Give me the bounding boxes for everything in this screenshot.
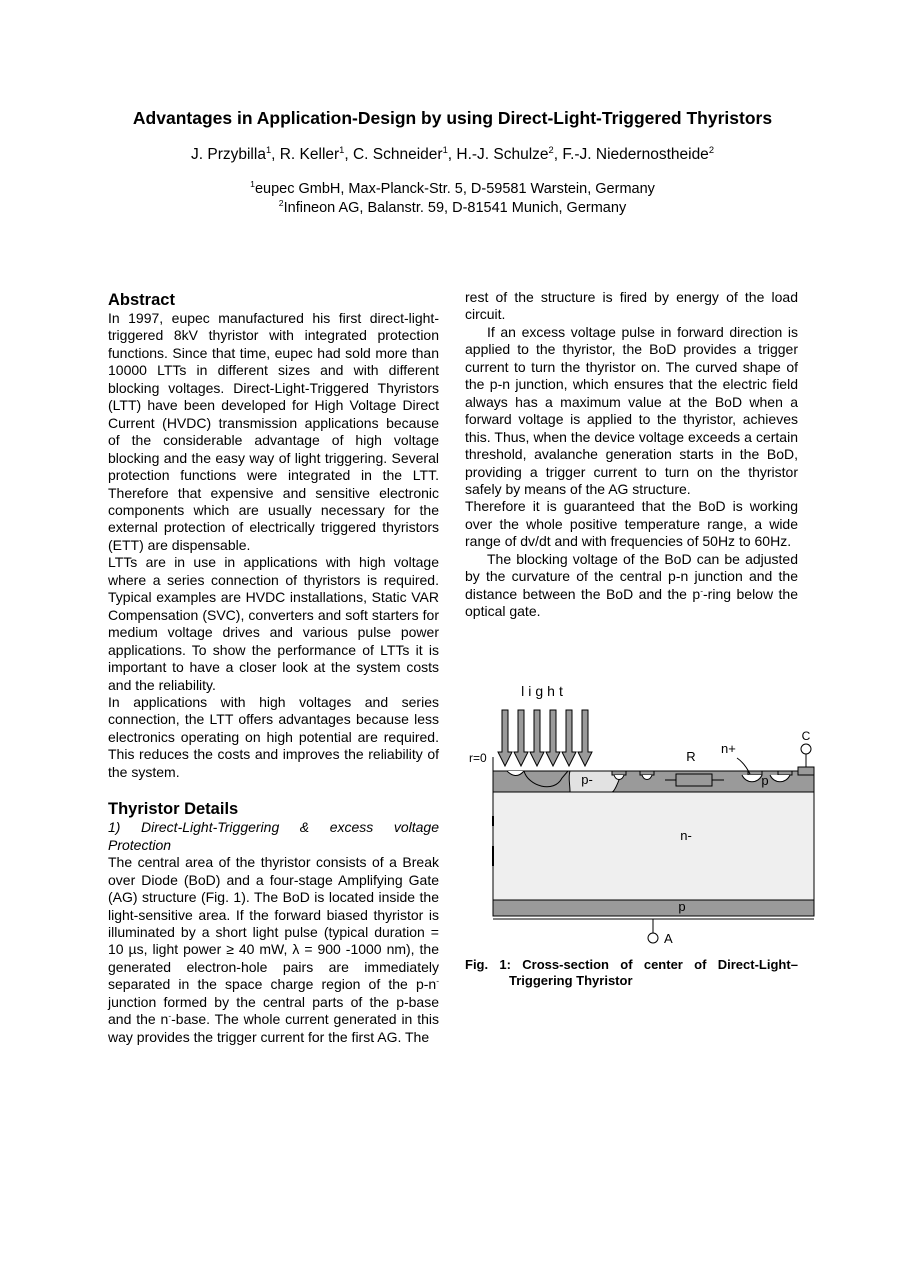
light-arrows	[498, 710, 592, 766]
light-arrow	[578, 710, 592, 766]
abstract-paragraph: In applications with high voltages and series connection, the LTT offers advantages because less electronics operating on high potential are required. This reduces the costs and improves the reliability of the system.	[108, 693, 439, 780]
abstract-paragraph: LTTs are in use in applications with high voltage where a series connection of thyristors is required. Typical examples are HVDC installations, Static VAR Compensation (SVC), converters and soft starters for medium voltage drives and various pulse power applications. To show the performance of LTTs it is important to have a closer look at the system costs and the reliability.	[108, 554, 439, 693]
body-paragraph: Therefore it is guaranteed that the BoD is working over the whole positive temperature range, a wide range of dv/dt and with frequencies of 50Hz to 60Hz.	[465, 498, 798, 550]
author: H.-J. Schulze$^2$,	[456, 144, 563, 163]
p-well-label: p	[761, 773, 769, 788]
left-column	[108, 290, 439, 1046]
affiliations	[0, 180, 905, 218]
p-minus-label: p-	[581, 772, 593, 787]
author: F.-J. Niedernostheide$^2$	[562, 144, 714, 163]
resistor	[676, 774, 712, 786]
light-arrow	[530, 710, 544, 766]
p-emitter-layer	[493, 900, 814, 916]
p-bottom-label: p	[678, 899, 686, 914]
anode-label: A	[664, 931, 673, 946]
light-arrow	[562, 710, 576, 766]
paper-title: Advantages in Application-Design by using Direct-Light-Triggered Thyristors	[132, 108, 773, 128]
light-arrow	[514, 710, 528, 766]
cathode-label: C	[801, 729, 811, 743]
n-plus-well	[640, 771, 654, 775]
n-plus-label: n+	[721, 741, 736, 756]
author: R. Keller$^1$,	[279, 144, 353, 163]
thyristor-cross-section-figure	[462, 678, 822, 948]
author: C. Schneider$^1$,	[352, 144, 457, 163]
details-paragraph: The central area of the thyristor consists of a Break over Diode (BoD) and a four-stage Amplifying Gate (AG) structure (Fig. 1). The BoD is located inside the light-sensitive area. If the forward biased thyristor is illuminated by a short light pulse (typical duration = 10 µs, light power ≥ 40 mW, λ = 900 -1000 nm), the generated electron-hole pairs are immediately separated in the space charge region of the p-n- junction formed by the central parts of the p-base and the n--base. The whole current generated in this way provides the trigger current for the first AG. The	[108, 854, 439, 1045]
resistor-label: R	[686, 749, 696, 764]
n-plus-well	[612, 771, 626, 775]
anode-terminal	[648, 933, 658, 943]
body-paragraph: The blocking voltage of the BoD can be adjusted by the curvature of the central p-n junction and the distance between the BoD and the p--ring below the optical gate.	[465, 550, 799, 620]
abstract-heading: Abstract	[108, 291, 175, 309]
n-minus-base	[493, 790, 814, 900]
right-column	[465, 289, 798, 621]
n-minus-label: n-	[680, 828, 692, 843]
author: J. Przybilla$^1$,	[191, 144, 280, 163]
details-heading: Thyristor Details	[108, 800, 239, 819]
affiliation: $^1$eupec GmbH, Max-Planck-Str. 5, D-59581 Warstein, Germany	[250, 179, 655, 197]
details-subheading: 1) Direct-Light-Triggering & excess voltage Protection	[108, 819, 439, 853]
body-paragraph: rest of the structure is fired by energy of the load circuit.	[465, 289, 798, 323]
affiliation: $^2$Infineon AG, Balanstr. 59, D-81541 Munich, Germany	[278, 198, 627, 216]
n-plus-well	[778, 771, 792, 775]
n-plus-well	[748, 771, 762, 775]
light-label: light	[521, 683, 567, 699]
cathode-terminal	[801, 744, 811, 754]
author-list	[0, 146, 905, 164]
cathode-contact	[798, 767, 814, 775]
body-paragraph: If an excess voltage pulse in forward direction is applied to the thyristor, the BoD provides a trigger current to turn the thyristor on. The curved shape of the p-n junction, which ensures that the electric field always has a maximum value at the BoD when a forward voltage is applied to the thyristor, achieves this. Thus, when the device voltage exceeds a certain threshold, avalanche generation starts in the BoD, providing a trigger current to turn on the thyristor safely by means of the AG structure.	[465, 323, 798, 497]
light-arrow	[546, 710, 560, 766]
figure-caption: Fig. 1: Cross-section of center of Direct-Light– Triggering Thyristor	[465, 957, 798, 988]
abstract-paragraph: In 1997, eupec manufactured his first direct-light-triggered 8kV thyristor with integrated protection functions. Since that time, eupec had sold more than 10000 LTTs in different sizes and with different blocking voltages. Direct-Light-Triggered Thyristors (LTT) have been developed for High Voltage Direct Current (HVDC) transmission applications because of the considerable advantage of high voltage blocking and the easy way of light triggering. Several protection functions were integrated in the LTT. Therefore that expensive and sensitive electronic components which are usually necessary for the external protection of electrically triggered thyristors (ETT) are dispensable.	[108, 310, 439, 553]
light-arrow	[498, 710, 512, 766]
r0-label: r=0	[469, 751, 487, 765]
